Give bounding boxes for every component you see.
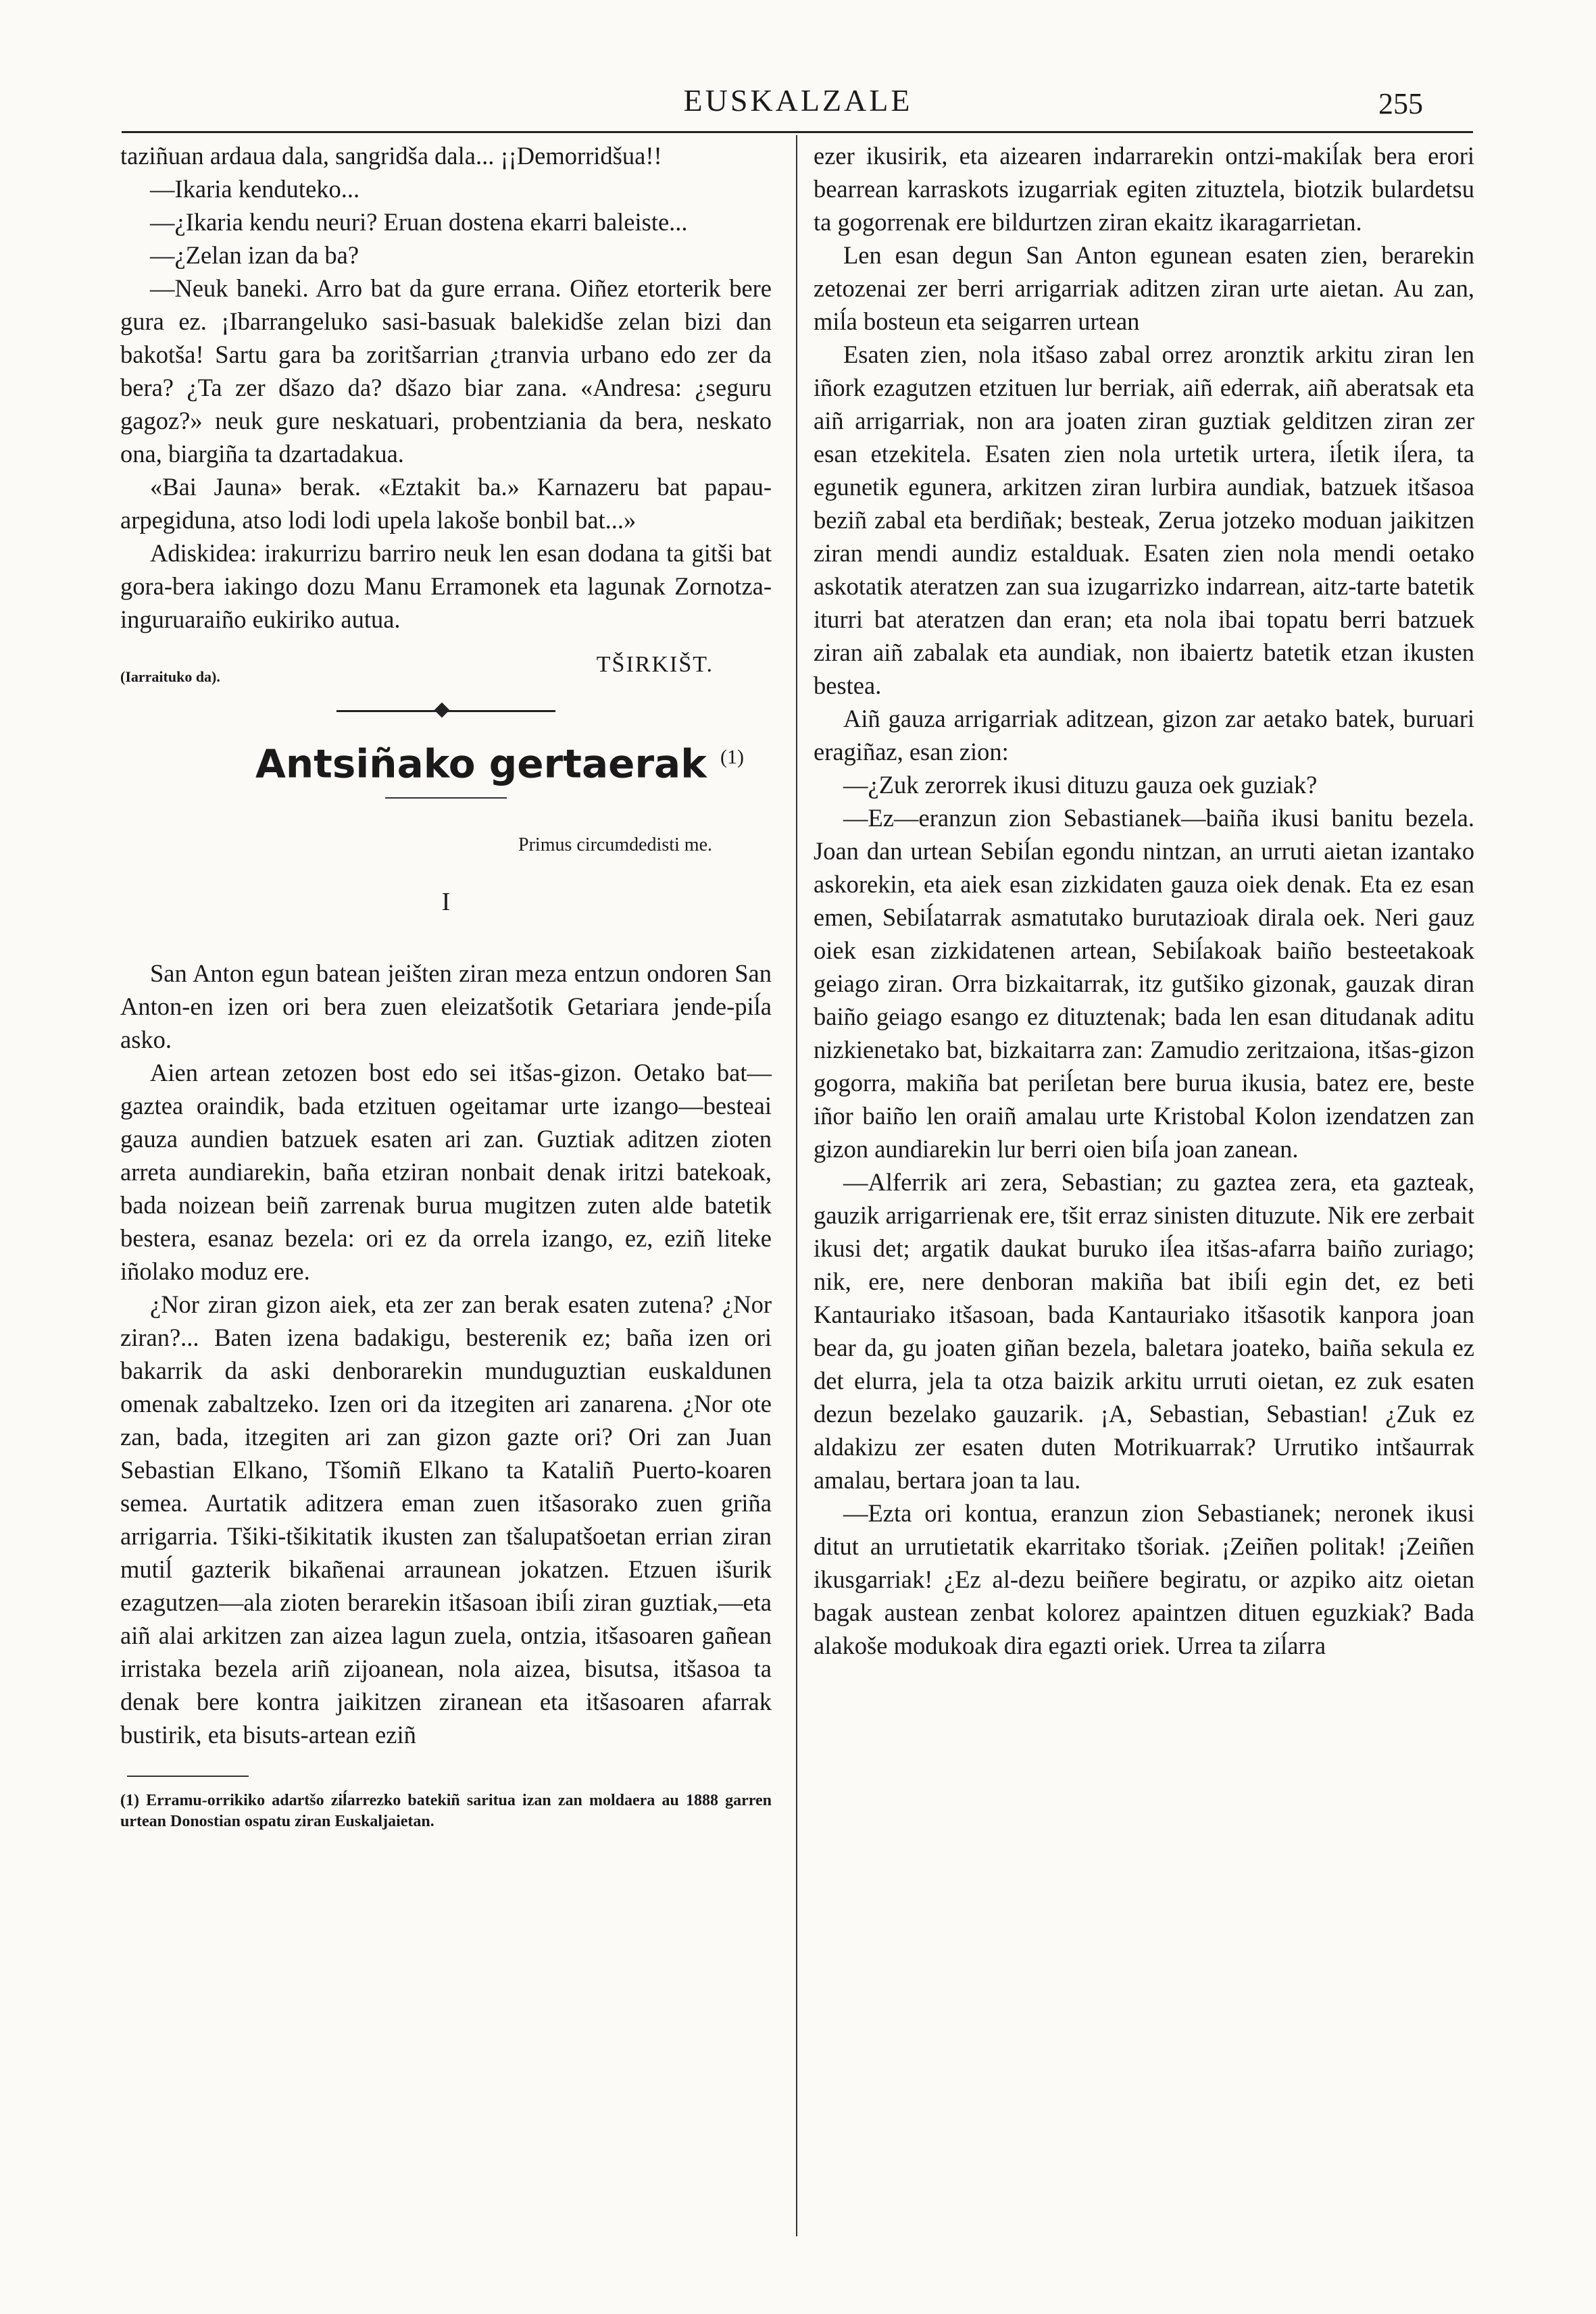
paragraph: Adiskidea: irakurrizu barriro neuk len esan dodana ta gitši bat gora-bera iakingo dozu Manu Erramonek eta lagunak Zornotza-inguruaraiño eukiriko autua. — [120, 539, 772, 633]
paragraph: Aiñ gauza arrigarriak aditzean, gizon zar aetako batek, buruari eragiñaz, esan zion: — [814, 705, 1474, 765]
paragraph: —¿Zuk zerorrek ikusi dituzu gauza oek guziak? — [843, 771, 1318, 799]
footnote: (1) Erramu-orrikiko adartšo ziĺarrezko batekiñ saritua izan zan moldaera au 1888 garren urtean Donostian ospatu ziran Euskaljaietan. — [120, 1792, 772, 1831]
paragraph: taziñuan ardaua dala, sangridša dala... ¡¡Demorridšua!! — [120, 142, 662, 170]
paragraph: San Anton egun batean jeišten ziran meza entzun ondoren San Anton-en izen ori bera zuen eleizatšotik Getariara jende-piĺa asko. — [120, 959, 772, 1054]
section-separator — [120, 698, 772, 725]
paragraph: —Ezta ori kontua, eranzun zion Sebastianek; neronek ikusi ditut an urrutietatik ekarritako tšoriak. ¡Zeiñen politak! ¡Zeiñen ikusgarriak! ¿Ez al-dezu beiñere begiratu, or azpiko aitz oietan bagak austean zenbat kolorez apaintzen dituen eguzkiak? Bada alakoše modukoak dira egazti oriek. Urrea ta ziĺarra — [814, 1499, 1474, 1659]
paragraph: Esaten zien, nola itšaso zabal orrez aronztik arkitu ziran len iñork ezagutzen etzituen lur berriak, aiñ ederrak, aiñ aberatsak eta aiñ arrigarriak, non ara joaten ziran guztiak gelditzen ziran zer esan etzekitela. Esaten zien nola urtetik urtera, iĺetik iĺera, ta egunetik egunera, arkitzen ziran lurbira aundiak, batzuek itšasoa beziñ zabal eta berdiñak; besteak, Zerua jotzeko moduan jaikitzen ziran mendi aundiz estalduak. Esaten zien nola mendi oetako askotatik ateratzen zan sua izugarrizko indarrean, aitz-tarte batetik iturri bat ateratzen dan eran; eta nola ibai topatu berri batzuek ziran aiñ zabalak eta aundiak, non ibaiertz batetik etzan ikusten bestea. — [814, 341, 1474, 699]
left-column — [120, 139, 772, 1832]
paragraph: —¿Ikaria kendu neuri? Eruan dostena ekarri baleiste... — [150, 208, 688, 236]
paragraph: —Alferrik ari zera, Sebastian; zu gaztea zera, eta gazteak, gauzik arrigarrienak ere, tšit erraz sinisten dituzute. Nik ere zerbait ikusi det; argatik daukat buruko iĺea itšas-afarra baiño zuriago; nik, ere, nere denboran makiña bat ibiĺi egin det, ez beti Kantauriako itšasoan, bada Kantauriako itšasotik kanpora joan bear da, gu joaten giñan bezela, baletara joateko, baiña sekula ez det elurra, jela ta otza baizik arkitu urruti oietan, ez zuk esaten dezun bezelako gauzarik. ¡A, Sebastian, Sebastian! ¿Zuk ez aldakizu zer esaten duten Motrikuarrak? Urrutiko intšaurrak amalau, bertara joan ta lau. — [814, 1168, 1474, 1494]
paragraph: —Ez—eranzun zion Sebastianek—baiña ikusi banitu bezela. Joan dan urtean Sebiĺan egondu nintzan, an urruti aietan izantako askorekin, eta aiek esan zizkidaten gauza oiek denak. Eta ez esan emen, Sebiĺatarrak asmatutako burutazioak dirala oek. Neri gauz oiek esan zizkidatenen artean, Sebiĺakoak baiño besteetakoak geiago ziran. Orra bizkaitarrak, itz gutšiko gizonak, gauzak diran baiño geiago esango ez dituztenak; bada len esan ditudanak aditu nizkienetako bat, bizkaitarra zan: Zamudio zeritzaiona, itšas-gizon gogorra, makiña bat periĺetan bere burua ikusia, batez ere, beste iñor baiño len oraiñ amalau urte Kristobal Kolon izendatzen zan gizon aundiarekin lur berri oien biĺa joan zanean. — [814, 804, 1474, 1163]
separator-ornament — [434, 703, 450, 718]
paragraph: —Neuk baneki. Arro bat da gure errana. Oiñez etorterik bere gura ez. ¡Ibarrangeluko sasi-basuak balekidše zelan bizi dan bakotša! Sartu gara ba zoritšarrian ¿tranvia urbano edo zer da bera? ¿Ta zer dšazo da? dšazo biar zana. «Andresa: ¿seguru gagoz?» neuk gure neskatuari, probentziania da bera, neskato ona, biargiña ta dzartadakua. — [120, 274, 772, 468]
paragraph: Len esan degun San Anton egunean esaten zien, berarekin zetozenai zer berri arrigarriak aditzen ziran urte aietan. Au zan, miĺa bosteun eta seigarren urtean — [814, 241, 1474, 335]
paragraph: «Bai Jauna» berak. «Eztakit ba.» Karnazeru bat papau-arpegiduna, atso lodi lodi upela lakoše bonbil bat...» — [120, 473, 772, 534]
paragraph: ¿Nor ziran gizon aiek, eta zer zan berak esaten zutena? ¿Nor ziran?... Baten izena badakigu, besterenik ez; baña izen ori bakarrik da aski denborarekin munduguztian euskaldunen omenak zabaltzeko. Izen ori da itzegiten ari zanarena. ¿Nor ote zan, bada, itzegiten ari zan gizon gazte ori? Ori zan Juan Sebastian Elkano, Tšomiñ Elkano ta Kataliñ Puerto-koaren semea. Aurtatik aditzera eman zuen itšasorako zuen griña arrigarria. Tšiki-tšikitatik ikusten zan tšalupatšoetan errian ziran mutiĺ gazterik bikañenai arraunean jokatzen. Etzuen išurik ezagutzen—ala zioten berarekin itšasoan ibiĺi ziran guztiak,—eta aiñ alai arkitzen zan aizea lagun zuela, ontzia, itšasoaren gañean irristaka bezela ariñ zijoanean, nola aizea, bisutsa, itšasoa ta denak bere kontra jaikitzen ziranean eta itšasoaren afarrak bustirik, eta bisuts-artean eziñ — [120, 1290, 772, 1749]
footnote-rule — [127, 1776, 249, 1777]
epigraph: Primus circumdedisti me. — [518, 834, 712, 856]
title-rule — [385, 797, 507, 799]
author-signature: TŠIRKIŠT. — [596, 652, 714, 677]
section-numeral: I — [441, 888, 451, 917]
article-title — [120, 730, 772, 790]
paragraph: Aien artean zetozen bost edo sei itšas-gizon. Oetako bat—gaztea oraindik, bada etzituen ogeitamar urte izango—besteai gauza aundien batzuek esaten ari zan. Guztiak aditzen zioten arreta aundiarekin, baña etziran nonbait denak iritzi batekoak, bada noizean beiñ zarrenak burua mugitzen zuten alde batetik bestera, esanaz bezela: ori ez da orrela izango, ez, eziñ liteke iñolako moduz ere. — [120, 1059, 772, 1286]
column-divider — [796, 135, 797, 2236]
footnote-marker: (1) — [720, 746, 744, 768]
continued-note: (Iarraituko da). — [120, 668, 220, 685]
right-column — [814, 139, 1474, 1662]
article-title-text: Antsiñako gertaerak — [255, 740, 707, 787]
header-rule — [122, 131, 1473, 133]
paragraph: ezer ikusirik, eta aizearen indarrarekin ontzi-makiĺak bera erori bearrean karraskots izugarriak egiten zituztela, biotzik bulardetsu ta gogorrenak ere bildurtzen ziran ekaitz ikaragarrietan. — [814, 142, 1474, 236]
signoff-row — [120, 645, 772, 698]
running-header-title: EUSKALZALE — [683, 83, 913, 118]
page-number: 255 — [1378, 87, 1423, 120]
paragraph: —¿Zelan izan da ba? — [150, 241, 359, 269]
paragraph: —Ikaria kenduteko... — [150, 175, 360, 203]
